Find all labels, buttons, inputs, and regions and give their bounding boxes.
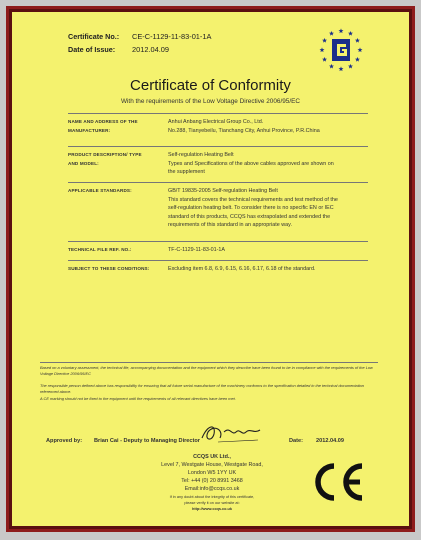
logo-star [322, 57, 327, 62]
row-value: No.288, Tianyebeilu, Tianchang City, Anhui Province, P.R.China [168, 127, 320, 134]
row-value: Self-regulation Heating Belt [168, 152, 234, 158]
row-divider [68, 182, 368, 183]
fine-print-divider [40, 362, 378, 363]
certificate-no-value: CE-C-1129-11-83-01-1A [132, 32, 212, 41]
row-value: Anhui Anbang Electrical Group Co., Ltd. [168, 119, 264, 125]
logo-star [348, 31, 353, 36]
logo-star [322, 38, 327, 43]
row-value: self-regulation heating belt. To consider there is no specific EN or IEC [168, 205, 334, 211]
row-value: the supplement [168, 169, 205, 175]
certificate-title: Certificate of Conformity [130, 77, 291, 94]
ce-mark-icon [312, 462, 366, 502]
logo-star [320, 47, 325, 52]
row-divider [68, 241, 368, 242]
certificate-no-label: Certificate No.: [68, 32, 120, 41]
approver-name: Brian Cai - Deputy to Managing Director [94, 438, 200, 444]
logo-star [348, 64, 353, 69]
row-value: standard of this products, CCQS has extrapolated and extended the [168, 213, 331, 220]
address-email: Email:info@ccqs.co.uk [184, 486, 240, 492]
logo-star [329, 31, 334, 36]
issue-date-label: Date of Issue: [68, 45, 116, 54]
row-label: TECHNICAL FILE REF. NO.: [68, 247, 132, 252]
compliance-statement: A CE marking should not be fixed to the equipment until the requirements of all relevant directives have been met. [40, 396, 236, 401]
logo-star [355, 57, 360, 62]
ccqs-star-logo-icon [318, 27, 364, 73]
row-divider [68, 113, 368, 114]
row-value: TF-C-1129-11-83-01-1A [168, 247, 226, 253]
row-value: requirements of this standard in an appropriate way. [168, 222, 292, 228]
address-tel: Tel: +44 (0) 20 8991 3468 [181, 478, 243, 484]
row-label: AND MODEL: [68, 160, 99, 166]
certificate-subtitle: With the requirements of the Low Voltage Directive 2006/95/EC [120, 98, 301, 105]
row-label: SUBJECT TO THESE CONDITIONS: [68, 266, 150, 271]
logo-star [339, 66, 344, 71]
certificate-paper [12, 12, 409, 526]
approval-date-value: 2012.04.09 [316, 438, 344, 444]
handwritten-signature [198, 418, 268, 448]
compliance-statement: Based on a voluntary assessment, the technical file, accompanying documentation and the equipment which they describe have been found to be in compliance with the requirements of the Low Voltage Directive 2006/95/EC [40, 365, 373, 376]
logo-star [339, 28, 344, 33]
address-company: CCQS UK Ltd., [193, 454, 231, 460]
compliance-statement: The responsible person defined above has responsibility for ensuring that all future serial manufacture of the machinery conforms to the specification detailed in the technical documentation referenced above. [40, 383, 364, 394]
logo-star [329, 64, 334, 69]
logo-star [358, 47, 363, 52]
row-label: APPLICABLE STANDARDS: [68, 188, 132, 193]
issue-date-value: 2012.04.09 [132, 45, 169, 54]
row-value: GB/T 19835-2005 Self-regulation Heating Belt [168, 188, 278, 194]
row-label: MANUFACTURER: [68, 127, 111, 133]
address-line1: Level 7, Westgate House, Westgate Road, [161, 462, 263, 468]
row-label: PRODUCT DESCRIPTION/ TYPE [68, 152, 142, 157]
row-divider [68, 146, 368, 147]
website-link[interactable]: http://www.ccqs.co.uk [192, 507, 232, 511]
verification-note-2: please verify it on our website at: [184, 501, 240, 505]
address-line2: London W5 1YY UK [187, 470, 237, 476]
row-value: This standard covers the technical requirements and test method of the [168, 196, 338, 203]
verification-note-1: If in any doubt about the integrity of this certificate, [169, 495, 255, 499]
row-label: NAME AND ADDRESS OF THE [68, 119, 138, 124]
approval-date-label: Date: [289, 438, 303, 444]
row-value: Excluding item 6.8, 6.9, 6.15, 6.16, 6.17, 6.18 of the standard. [168, 266, 316, 272]
row-divider [68, 260, 368, 261]
approved-by-label: Approved by: [46, 438, 83, 444]
logo-star [355, 38, 360, 43]
row-value: Types and Specifications of the above cables approved are shown on [168, 160, 334, 167]
